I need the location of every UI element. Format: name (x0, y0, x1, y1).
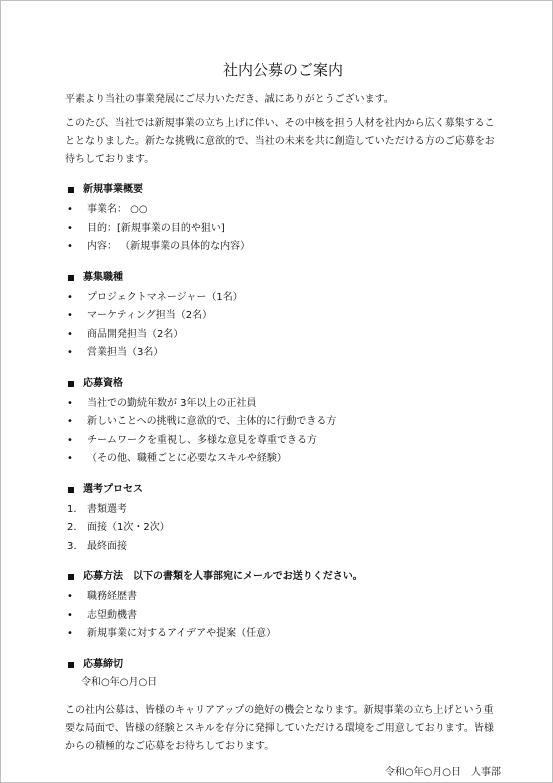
list-item (65, 607, 501, 626)
method-list (65, 588, 501, 644)
list-item (65, 220, 501, 239)
list-item-text: 営業担当（3名） (87, 347, 164, 358)
list-item-text: 職務経歴書 (87, 591, 137, 602)
list-item (65, 238, 501, 257)
list-item (65, 625, 501, 644)
square-bullet-icon (68, 187, 74, 193)
bullet-icon: • (67, 397, 73, 409)
list-item-text: 新規事業に対するアイデアや提案（任意） (87, 628, 277, 639)
list-item-text: マーケティング担当（2名） (87, 310, 213, 321)
list-item-text: 当社での勤続年数が 3年以上の正社員 (87, 397, 257, 409)
section-overview (65, 181, 501, 257)
list-item (65, 395, 501, 414)
section-heading-label: 選考プロセス (83, 483, 143, 495)
bullet-icon: • (67, 347, 73, 358)
list-item (65, 326, 501, 345)
section-positions (65, 269, 501, 363)
list-item-text: プロジェクトマネージャー（1名） (87, 291, 243, 303)
list-item (65, 289, 501, 308)
positions-list (65, 289, 501, 363)
deadline-date: 令和○年○月○日 (81, 676, 158, 688)
document-content (65, 59, 501, 782)
list-number: 3. (67, 540, 77, 552)
list-item-text: 書類選考 (87, 503, 127, 515)
list-item (65, 450, 501, 469)
list-item (65, 538, 501, 557)
section-heading-label: 応募資格 (83, 377, 123, 389)
section-heading (65, 269, 501, 287)
list-item (65, 344, 501, 363)
list-item-text: 新しいことへの挑戦に意欲的で、主体的に行動できる方 (87, 416, 337, 427)
section-process (65, 481, 501, 557)
closing-paragraph: この社内公募は、皆様のキャリアアップの絶好の機会となります。新規事業の立ち上げという重要な局面で、皆様の経験とスキルを存分に発揮していただける環境をご用意しております。皆様からの積極的なご応募をお待ちしております。 (65, 704, 494, 752)
list-item-text: 事業名： ○○ (87, 204, 148, 215)
section-deadline (65, 656, 501, 692)
section-heading-label: 募集職種 (83, 271, 123, 283)
list-item (65, 432, 501, 451)
section-heading (65, 656, 501, 674)
list-number: 1. (67, 503, 77, 515)
process-list (65, 501, 501, 557)
list-item-text: 面接（1次・2次） (87, 522, 170, 533)
bullet-icon: • (67, 628, 73, 639)
section-heading (65, 481, 501, 499)
bullet-icon: • (67, 222, 73, 234)
square-bullet-icon (68, 662, 74, 668)
bullet-icon: • (67, 310, 73, 321)
list-item (65, 519, 501, 538)
list-item-text: （その他、職種ごとに必要なスキルや経験） (87, 453, 287, 464)
square-bullet-icon (68, 381, 74, 387)
list-item (65, 413, 501, 432)
section-qualifications (65, 375, 501, 469)
section-heading-label: 応募締切 (83, 658, 123, 670)
list-number: 2. (67, 522, 77, 533)
bullet-icon: • (67, 434, 73, 446)
square-bullet-icon (68, 275, 74, 281)
signature-line: 令和○年○月○日 人事部 (384, 766, 501, 778)
section-heading (65, 568, 501, 586)
list-item-text: 目的：[新規事業の目的や狙い] (87, 222, 225, 234)
section-method (65, 568, 501, 644)
list-item-text: 商品開発担当（2名） (87, 328, 184, 340)
section-heading (65, 375, 501, 393)
square-bullet-icon (68, 487, 74, 493)
section-heading-label: 応募方法 以下の書類を人事部宛にメールでお送りください。 (83, 571, 363, 582)
list-item-text: 志望動機書 (87, 609, 137, 621)
bullet-icon: • (67, 416, 73, 427)
intro-paragraph-2: このたび、当社では新規事業の立ち上げに伴い、その中核を担う人材を社内から広く募集することとなりました。新たな挑戦に意欲的で、当社の未来を共に創造していただける方のご応募をお待ちしております。 (65, 118, 495, 165)
list-item-text: チームワークを重視し、多様な意見を尊重できる方 (87, 434, 317, 446)
list-item-text: 最終面接 (87, 540, 127, 552)
bullet-icon: • (67, 453, 73, 464)
section-heading-label: 新規事業概要 (83, 184, 143, 195)
list-item (65, 588, 501, 607)
list-item (65, 307, 501, 326)
bullet-icon: • (67, 241, 73, 252)
list-item (65, 501, 501, 520)
intro-paragraph-1: 平素より当社の事業発展にご尽力いただき、誠にありがとうございます。 (65, 94, 394, 105)
section-heading (65, 181, 501, 199)
list-item (65, 201, 501, 220)
bullet-icon: • (67, 328, 73, 340)
bullet-icon: • (67, 591, 73, 602)
page-title: 社内公募のご案内 (222, 61, 343, 79)
overview-list (65, 201, 501, 257)
list-item-text: 内容： （新規事業の具体的な内容） (87, 241, 251, 252)
square-bullet-icon (68, 574, 74, 580)
bullet-icon: • (67, 204, 73, 215)
bullet-icon: • (67, 291, 73, 303)
bullet-icon: • (67, 609, 73, 621)
qualifications-list (65, 395, 501, 469)
